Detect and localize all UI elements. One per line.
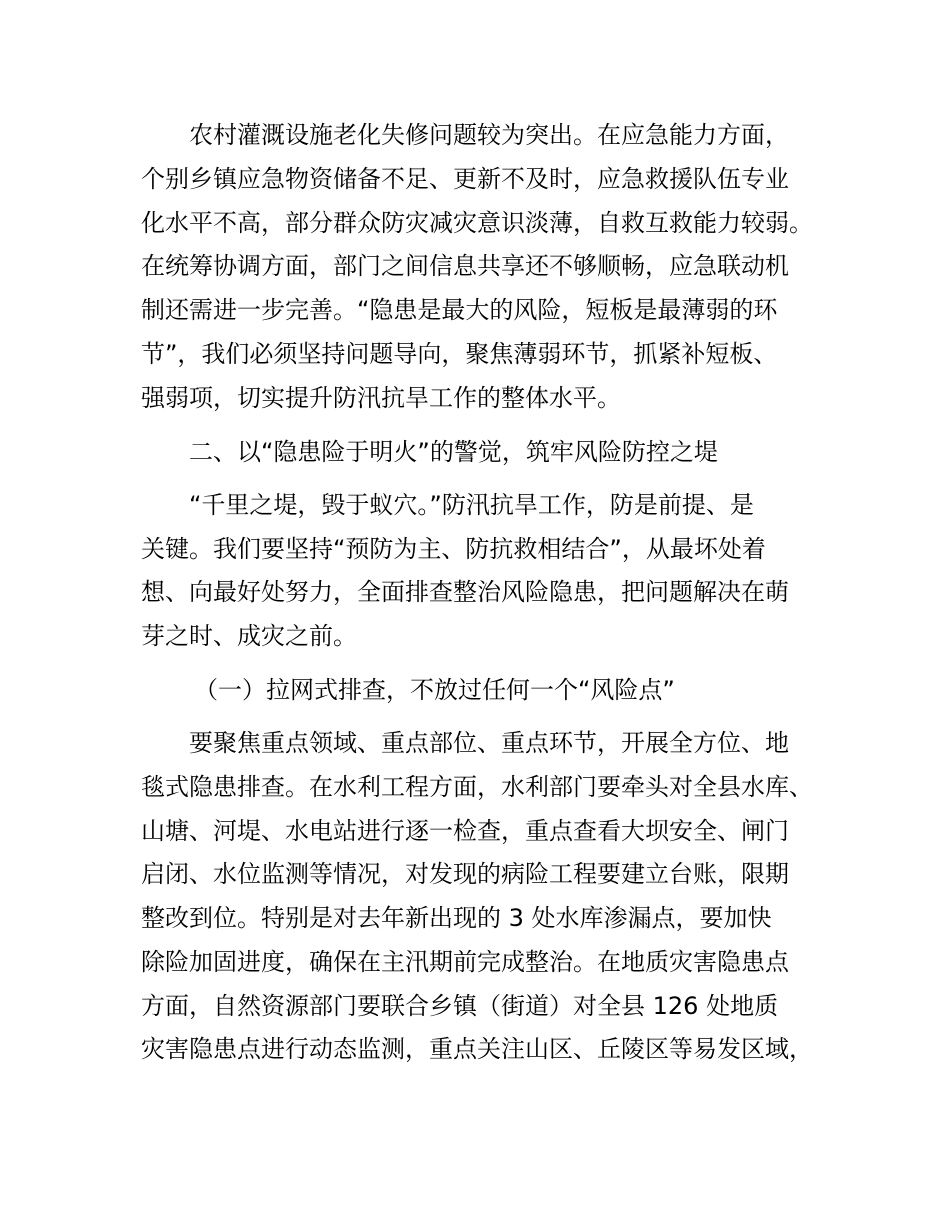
- text-line-3: 化水平不高，部分群众防灾减灾意识淡薄，自救互救能力较弱。: [141, 209, 813, 237]
- text-line-5: 制还需进一步完善。“隐患是最大的风险，短板是最薄弱的环: [141, 296, 778, 324]
- text-line-1: 农村灌溉设施老化失修问题较为突出。在应急能力方面，: [189, 121, 789, 149]
- section-heading-2: 二、以“隐患险于明火”的警觉，筑牢风险防控之堤: [189, 438, 718, 466]
- text-line-14: 要聚焦重点领域、重点部位、重点环节，开展全方位、地: [189, 729, 789, 757]
- text-line-20: 方面，自然资源部门要联合乡镇（街道）对全县 126 处地质: [141, 992, 779, 1020]
- text-line-16: 山塘、河堤、水电站进行逐一检查，重点查看大坝安全、闸门: [141, 817, 789, 845]
- text-line-10: 关键。我们要坚持“预防为主、防抗救相结合”，从最坏处着: [141, 535, 766, 563]
- subsection-heading-1: （一）拉网式排查，不放过任何一个“风险点”: [194, 676, 675, 704]
- text-line-12: 芽之时、成灾之前。: [141, 622, 357, 650]
- text-line-2: 个别乡镇应急物资储备不足、更新不及时，应急救援队伍专业: [141, 165, 789, 193]
- text-line-11: 想、向最好处努力，全面排查整治风险隐患，把问题解决在萌: [141, 578, 789, 606]
- text-line-21: 灾害隐患点进行动态监测，重点关注山区、丘陵区等易发区域，: [141, 1035, 813, 1063]
- text-line-4: 在统筹协调方面，部门之间信息共享还不够顺畅，应急联动机: [141, 252, 789, 280]
- text-line-17: 启闭、水位监测等情况，对发现的病险工程要建立台账，限期: [141, 860, 789, 888]
- text-line-18: 整改到位。特别是对去年新出现的 3 处水库渗漏点，要加快: [141, 904, 772, 932]
- text-line-15: 毯式隐患排查。在水利工程方面，水利部门要牵头对全县水库、: [141, 773, 813, 801]
- text-line-9: “千里之堤，毁于蚁穴。”防汛抗旱工作，防是前提、是: [189, 491, 754, 519]
- text-line-7: 强弱项，切实提升防汛抗旱工作的整体水平。: [141, 384, 621, 412]
- text-line-19: 除险加固进度，确保在主汛期前完成整治。在地质灾害隐患点: [141, 948, 789, 976]
- text-line-6: 节”，我们必须坚持问题导向，聚焦薄弱环节，抓紧补短板、: [141, 340, 778, 368]
